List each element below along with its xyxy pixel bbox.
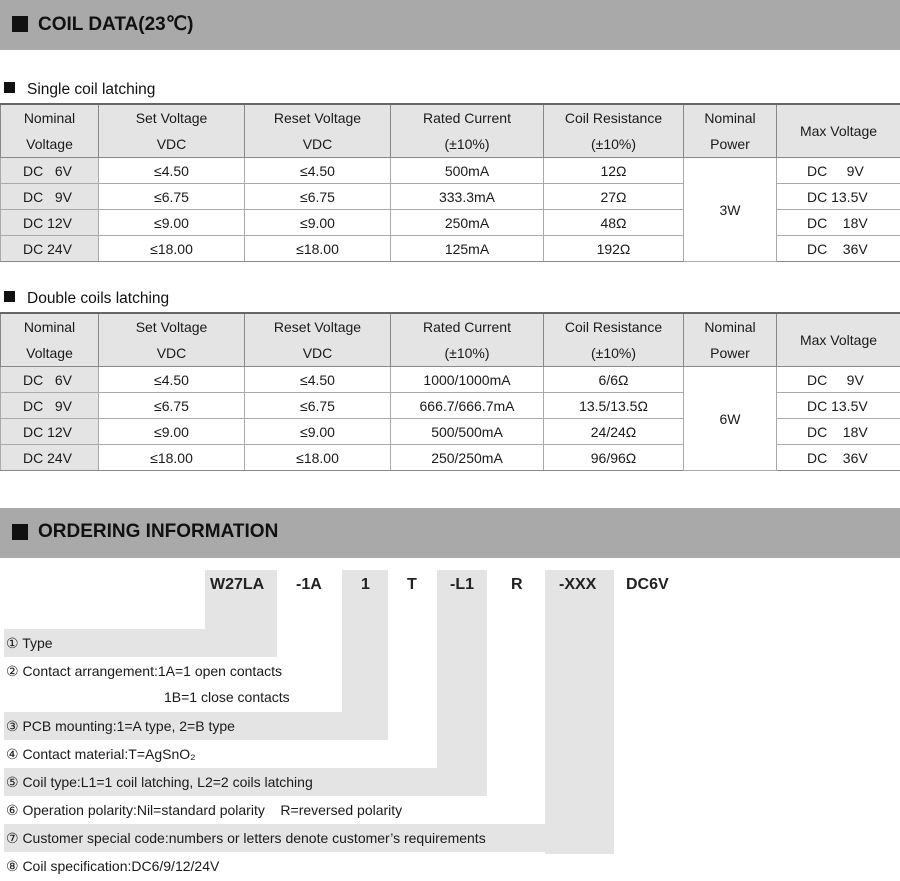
double-coil-heading: Double coils latching bbox=[4, 290, 169, 308]
square-bullet-icon bbox=[4, 82, 15, 93]
header-coil-resistance: Coil Resistance (±10%) bbox=[544, 104, 684, 158]
header-reset-voltage: Reset Voltage VDC bbox=[245, 313, 391, 367]
code-contact-material: T bbox=[407, 576, 417, 593]
table-header-row bbox=[1, 104, 900, 158]
header-nominal-voltage: Nominal Voltage bbox=[1, 313, 99, 367]
coil-data-title: COIL DATA(23℃) bbox=[38, 14, 194, 35]
code-connector bbox=[437, 570, 487, 796]
code-polarity: R bbox=[511, 576, 523, 593]
ordering-item-polarity: ⑥ Operation polarity:Nil=standard polarity R=reversed polarity bbox=[6, 802, 403, 818]
square-bullet-icon bbox=[12, 524, 28, 540]
ordering-header bbox=[0, 508, 900, 558]
code-type: W27LA bbox=[210, 576, 265, 593]
header-max-voltage: Max Voltage bbox=[777, 313, 900, 367]
ordering-item-pcb-mounting: ③ PCB mounting:1=A type, 2=B type bbox=[4, 712, 388, 740]
nominal-power-cell: 6W bbox=[684, 367, 777, 471]
header-nominal-power: Nominal Power bbox=[684, 313, 777, 367]
ordering-item-special-code: ⑦ Customer special code:numbers or letters denote customer’s requirements bbox=[4, 824, 614, 852]
header-nominal-voltage: Nominal Voltage bbox=[1, 104, 99, 158]
ordering-item-coil-type: ⑤ Coil type:L1=1 coil latching, L2=2 coils latching bbox=[4, 768, 487, 796]
table-row: DC 12V ≤9.00 ≤9.00 500/500mA 24/24Ω DC 18V bbox=[1, 419, 900, 445]
header-reset-voltage: Reset Voltage VDC bbox=[245, 104, 391, 158]
ordering-item-contact-arrangement: ② Contact arrangement:1A=1 open contacts bbox=[6, 663, 282, 679]
code-special: -XXX bbox=[559, 576, 597, 593]
ordering-item-coil-spec: ⑧ Coil specification:DC6/9/12/24V bbox=[6, 858, 220, 874]
ordering-item-type: ① Type bbox=[4, 629, 277, 657]
ordering-item-contact-material: ④ Contact material:T=AgSnO₂ bbox=[6, 746, 196, 762]
square-bullet-icon bbox=[4, 291, 15, 302]
single-coil-heading: Single coil latching bbox=[4, 81, 155, 99]
table-row: DC 6V ≤4.50 ≤4.50 1000/1000mA 6/6Ω 6W DC 9V bbox=[1, 367, 900, 393]
ordering-item-contact-arrangement-2: 1B=1 close contacts bbox=[164, 689, 290, 705]
nominal-power-cell: 3W bbox=[684, 158, 777, 262]
header-rated-current: Rated Current (±10%) bbox=[391, 104, 544, 158]
single-coil-table bbox=[0, 103, 900, 262]
header-set-voltage: Set Voltage VDC bbox=[99, 313, 245, 367]
code-coil-spec: DC6V bbox=[626, 576, 669, 593]
code-coil-type: -L1 bbox=[450, 576, 474, 593]
code-pcb-mounting: 1 bbox=[361, 576, 370, 593]
header-max-voltage: Max Voltage bbox=[777, 104, 900, 158]
header-coil-resistance: Coil Resistance (±10%) bbox=[544, 313, 684, 367]
table-header-row bbox=[1, 313, 900, 367]
table-row: DC 24V ≤18.00 ≤18.00 250/250mA 96/96Ω DC 36V bbox=[1, 445, 900, 471]
table-row: DC 9V ≤6.75 ≤6.75 333.3mA 27Ω DC 13.5V bbox=[1, 184, 900, 210]
coil-data-header bbox=[0, 0, 900, 50]
header-rated-current: Rated Current (±10%) bbox=[391, 313, 544, 367]
table-row: DC 24V ≤18.00 ≤18.00 125mA 192Ω DC 36V bbox=[1, 236, 900, 262]
code-contact-arrangement: -1A bbox=[296, 576, 322, 593]
header-nominal-power: Nominal Power bbox=[684, 104, 777, 158]
table-row: DC 6V ≤4.50 ≤4.50 500mA 12Ω 3W DC 9V bbox=[1, 158, 900, 184]
header-set-voltage: Set Voltage VDC bbox=[99, 104, 245, 158]
table-row: DC 12V ≤9.00 ≤9.00 250mA 48Ω DC 18V bbox=[1, 210, 900, 236]
square-bullet-icon bbox=[12, 16, 28, 32]
table-row: DC 9V ≤6.75 ≤6.75 666.7/666.7mA 13.5/13.5Ω DC 13.5V bbox=[1, 393, 900, 419]
ordering-title: ORDERING INFORMATION bbox=[38, 521, 279, 542]
double-coil-table bbox=[0, 312, 900, 471]
code-connector bbox=[545, 570, 614, 854]
